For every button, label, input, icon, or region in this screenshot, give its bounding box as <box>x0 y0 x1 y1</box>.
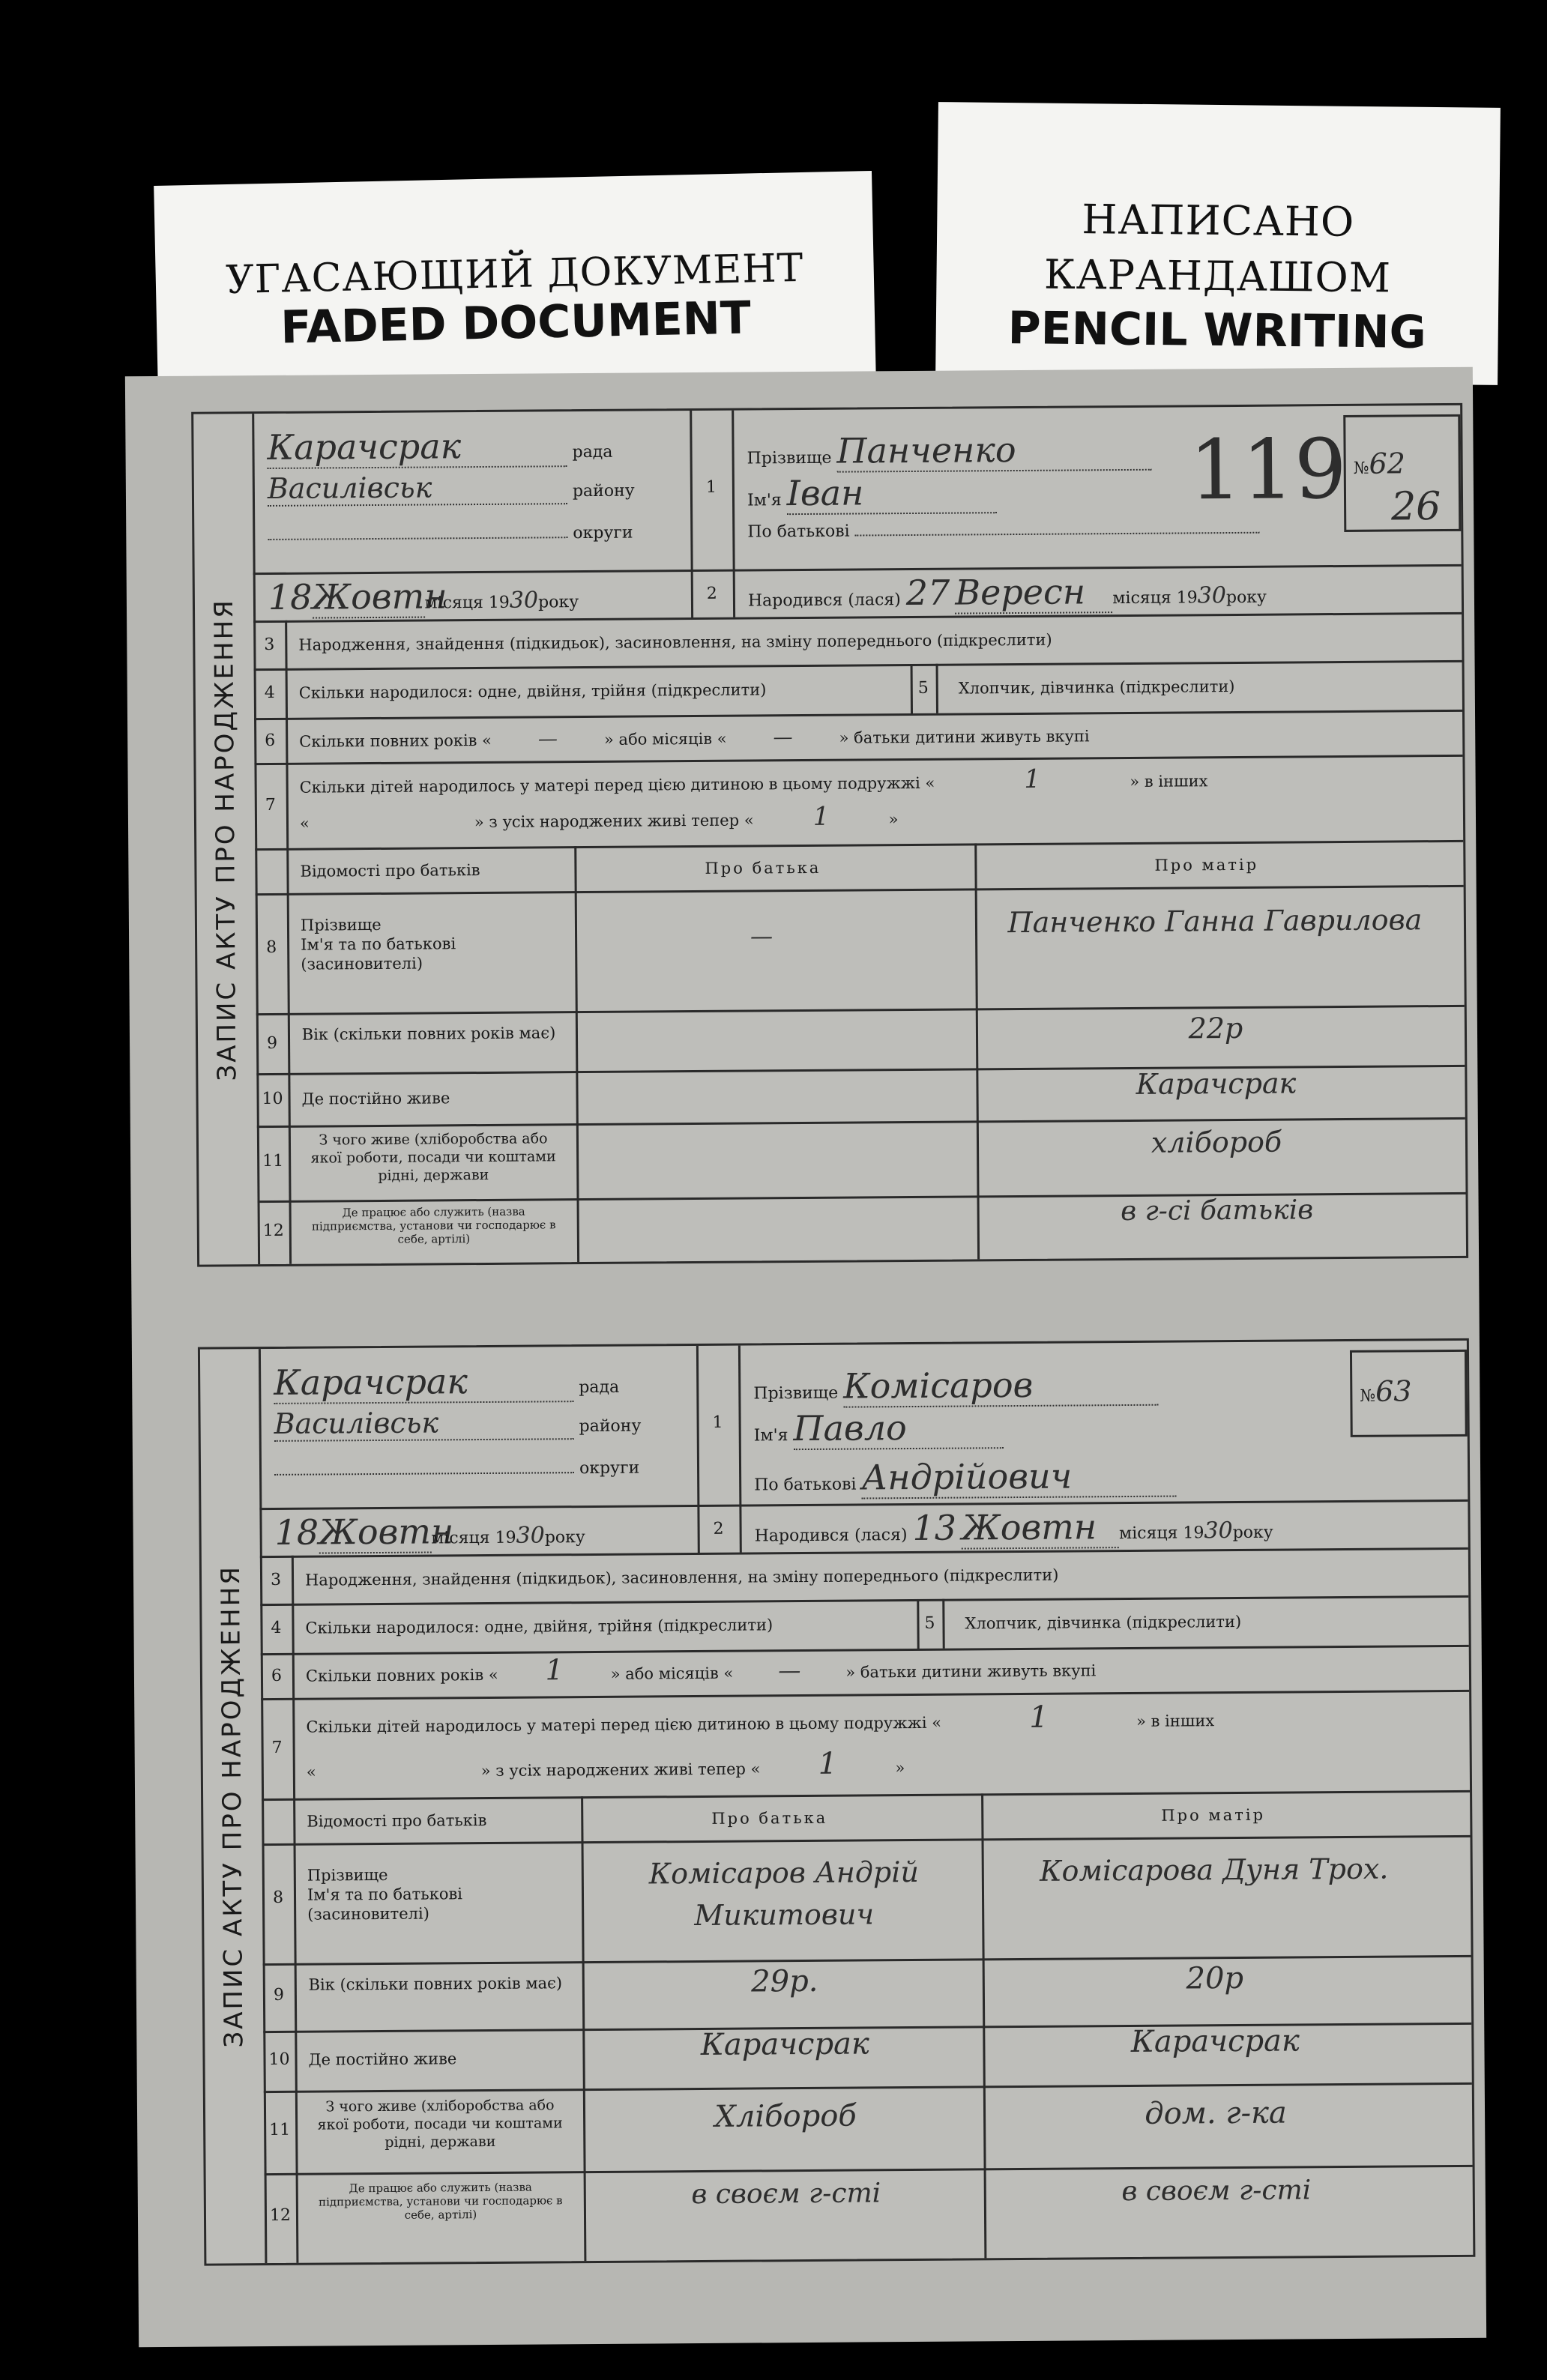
label-en: PENCIL WRITING <box>1007 302 1427 359</box>
row10-label: Де постійно живе <box>301 1089 450 1108</box>
father-header: Про батька <box>705 858 821 878</box>
mother-name: Панченко Ганна Гаврилова <box>1007 903 1423 940</box>
born-year: 30 <box>1197 582 1227 609</box>
rada-label: рада <box>572 442 613 462</box>
reg-day: 18 <box>274 1511 319 1553</box>
field-number: 10 <box>262 1089 283 1109</box>
field-number: 11 <box>269 2120 291 2140</box>
father-occupation: Хлібороб <box>714 2098 857 2134</box>
patronymic-label: По батькові <box>754 1475 857 1495</box>
row7-text-a: Скільки дітей народилось у матері перед цією дитиною в цьому подружжі « <box>306 1713 942 1736</box>
mother-workplace: в г-сі батьків <box>1120 1194 1314 1227</box>
row9-label: Вік (скільки повних років має) <box>308 1974 563 1994</box>
month-label: місяця 19 <box>1119 1523 1204 1544</box>
mother-header: Про матір <box>1154 855 1259 875</box>
born-month: Вересн <box>955 571 1112 614</box>
name-value: Іван <box>786 471 996 515</box>
parents-header: Відомості про батьків <box>300 861 480 881</box>
row5-text: Хлопчик, дівчинка (підкреслити) <box>965 1612 1242 1633</box>
surname-label: Прізвище <box>747 448 832 468</box>
row7-text-e: » <box>895 1759 905 1778</box>
raion-value: Василівськ <box>274 1405 573 1442</box>
registration-number-box: №63 <box>1350 1350 1468 1437</box>
mother-residence: Карачсрак <box>1130 2023 1300 2059</box>
name-label: Ім'я <box>747 491 782 510</box>
surname-value: Комісаров <box>843 1364 1158 1408</box>
children-alive: 1 <box>818 1746 838 1781</box>
surname-value: Панченко <box>836 429 1151 473</box>
field-number: 2 <box>713 1519 724 1538</box>
row6-text-a: Скільки повних років « <box>299 731 492 751</box>
mother-header: Про матір <box>1161 1805 1266 1825</box>
row7-text-d: » з усіх народжених живі тепер « <box>474 811 754 832</box>
reg-number: 63 <box>1375 1374 1412 1408</box>
mother-workplace: в своєм г-сті <box>1121 2175 1312 2208</box>
mother-age: 22р <box>1188 1011 1243 1045</box>
field-number: 7 <box>271 1738 283 1757</box>
children-alive: 1 <box>812 801 830 832</box>
row6-text-a: Скільки повних років « <box>305 1665 498 1685</box>
document-page <box>125 367 1486 2347</box>
registration-number-box: №62 26 <box>1343 414 1461 532</box>
surname-label: Прізвище <box>753 1383 839 1404</box>
field-number: 1 <box>712 1413 723 1432</box>
rada-label: рада <box>579 1377 620 1398</box>
row3-text: Народження, знайдення (підкидьок), засиновлення, на зміну попереднього (підкреслити) <box>304 1565 1059 1589</box>
born-day: 27 <box>905 572 950 614</box>
field-number: 8 <box>272 1888 284 1907</box>
field-number: 10 <box>268 2050 290 2070</box>
field-number: 11 <box>262 1151 284 1171</box>
field-number: 9 <box>273 1985 285 2005</box>
year-label: року <box>537 593 579 612</box>
row12-label: Де працює або служить (назва підприємства, установи чи господарює в себе, артілі) <box>319 2180 563 2222</box>
row6-text-b: » або місяців « <box>603 729 727 749</box>
field-number: 12 <box>262 1221 284 1241</box>
raion-label: району <box>572 481 635 501</box>
year-label: року <box>1232 1523 1273 1543</box>
row6-text-c: » батьки дитини живуть вкупі <box>845 1661 1097 1682</box>
born-label: Народився (лася) <box>747 591 901 611</box>
born-month: Жовтн <box>962 1506 1119 1549</box>
row7-text-b: » в інших <box>1130 772 1208 791</box>
mother-occupation: хлібороб <box>1151 1125 1282 1159</box>
reg-year: 30 <box>509 587 539 614</box>
children-before: 1 <box>1024 764 1041 794</box>
label-ua-1: НАПИСАНО <box>1082 196 1355 246</box>
row10-label: Де постійно живе <box>308 2050 457 2069</box>
field-number: 8 <box>266 937 277 958</box>
row3-text: Народження, знайдення (підкидьок), засиновлення, на зміну попереднього (підкреслити) <box>298 630 1052 654</box>
parents-header: Відомості про батьків <box>307 1810 487 1831</box>
row9-label: Вік (скільки повних років має) <box>301 1024 556 1044</box>
row11-label: З чого живе (хліборобства або якої роботи, посади чи коштами рідні, держави <box>317 2097 563 2151</box>
birth-record-63 <box>198 1338 1476 2266</box>
row4-text: Скільки народилося: одне, двійня, трійня (підкреслити) <box>298 680 767 702</box>
field-number: 6 <box>271 1666 283 1685</box>
field-number: 12 <box>269 2205 292 2226</box>
okruhy-label: округи <box>573 523 633 543</box>
field-number: 4 <box>271 1618 282 1637</box>
field-number: 5 <box>924 1613 935 1633</box>
name-value: Павло <box>793 1407 1003 1450</box>
field-number: 5 <box>917 678 929 698</box>
row8-label: Прізвище Ім'я та по батькові (засиновителі) <box>300 915 456 973</box>
label-ua-2: КАРАНДАШОМ <box>1043 250 1392 302</box>
raion-label: району <box>579 1416 642 1437</box>
month-label: місяця 19 <box>431 1528 516 1548</box>
month-label: місяця 19 <box>1112 588 1198 608</box>
mother-residence: Карачсрак <box>1136 1066 1297 1101</box>
years-together: 1 <box>545 1653 564 1687</box>
row8-label: Прізвище Ім'я та по батькові (засиновителі) <box>307 1865 463 1924</box>
label-en: FADED DOCUMENT <box>280 292 752 354</box>
year-label: року <box>1225 588 1267 608</box>
faded-document-label <box>154 171 876 396</box>
month-label: місяця 19 <box>424 593 510 613</box>
field-number: 9 <box>266 1033 278 1054</box>
patronymic-label: По батькові <box>747 522 850 542</box>
birth-record-62 <box>191 403 1468 1267</box>
father-residence: Карачсрак <box>700 2026 869 2062</box>
pencil-writing-label <box>935 102 1501 385</box>
rada-value: Карачсрак <box>267 425 567 469</box>
row11-label: З чого живе (хліборобства або якої роботи, посади чи коштами рідні, держави <box>310 1130 556 1184</box>
patronymic-value: Андрійович <box>861 1455 1176 1499</box>
row7-text-b: » в інших <box>1136 1712 1215 1730</box>
side-title: ЗАПИС АКТУ ПРО НАРОДЖЕННЯ <box>200 1349 268 2264</box>
reg-number: 62 <box>1369 447 1406 480</box>
born-label: Народився (лася) <box>754 1526 908 1546</box>
reg-month: Жовтн <box>318 1511 454 1553</box>
reg-day: 18 <box>268 576 313 617</box>
field-number: 7 <box>265 795 276 815</box>
raion-value: Василівськ <box>268 470 567 507</box>
row12-label: Де працює або служить (назва підприємства, установи чи господарює в себе, артілі) <box>311 1204 556 1246</box>
months-together: — <box>773 726 793 749</box>
rada-value: Карачсрак <box>274 1360 573 1404</box>
field-number: 3 <box>264 635 275 655</box>
father-name: Комісаров Андрій Микитович <box>648 1855 920 1933</box>
stamp-number: 119 <box>1189 420 1348 519</box>
reg-year: 30 <box>516 1522 545 1549</box>
label-ua: УГАСАЮЩИЙ ДОКУМЕНТ <box>225 245 804 303</box>
father-age: 29р. <box>751 1963 818 1999</box>
field-number: 6 <box>265 731 276 751</box>
born-year: 30 <box>1204 1517 1233 1544</box>
row7-text-a: Скільки дітей народилось у матері перед цією дитиною в цьому подружжі « <box>299 773 935 797</box>
side-title: ЗАПИС АКТУ ПРО НАРОДЖЕННЯ <box>193 414 260 1265</box>
years-together: — <box>537 728 558 751</box>
row4-text: Скільки народилося: одне, двійня, трійня (підкреслити) <box>305 1616 774 1637</box>
row7-text-e: » <box>888 810 899 829</box>
row6-text-b: » або місяців « <box>610 1664 734 1683</box>
row7-text-c: « <box>299 814 310 833</box>
row5-text: Хлопчик, дівчинка (підкреслити) <box>958 677 1235 698</box>
father-header: Про батька <box>711 1808 828 1828</box>
field-number: 4 <box>264 683 275 703</box>
row6-text-c: » батьки дитини живуть вкупі <box>839 727 1090 747</box>
row7-text-c: « <box>306 1763 316 1781</box>
field-number: 3 <box>270 1570 282 1589</box>
name-label: Ім'я <box>753 1426 788 1446</box>
born-day: 13 <box>912 1507 957 1549</box>
row7-text-d: » з усіх народжених живі тепер « <box>480 1760 761 1781</box>
father-workplace: в своєм г-сті <box>691 2178 881 2211</box>
mother-occupation: дом. г-ка <box>1145 2095 1287 2131</box>
reg-number-2: 26 <box>1390 484 1441 530</box>
year-label: року <box>544 1528 585 1547</box>
months-together: — <box>778 1658 801 1685</box>
field-number: 2 <box>706 584 717 603</box>
reg-month: Жовтн <box>312 576 447 617</box>
children-before: 1 <box>1029 1700 1049 1735</box>
mother-name: Комісарова Дуня Трох. <box>1040 1852 1389 1888</box>
field-number: 1 <box>705 477 717 497</box>
okruhy-label: округи <box>579 1458 640 1479</box>
mother-age: 20р <box>1186 1960 1244 1996</box>
father-name: — <box>750 923 774 950</box>
